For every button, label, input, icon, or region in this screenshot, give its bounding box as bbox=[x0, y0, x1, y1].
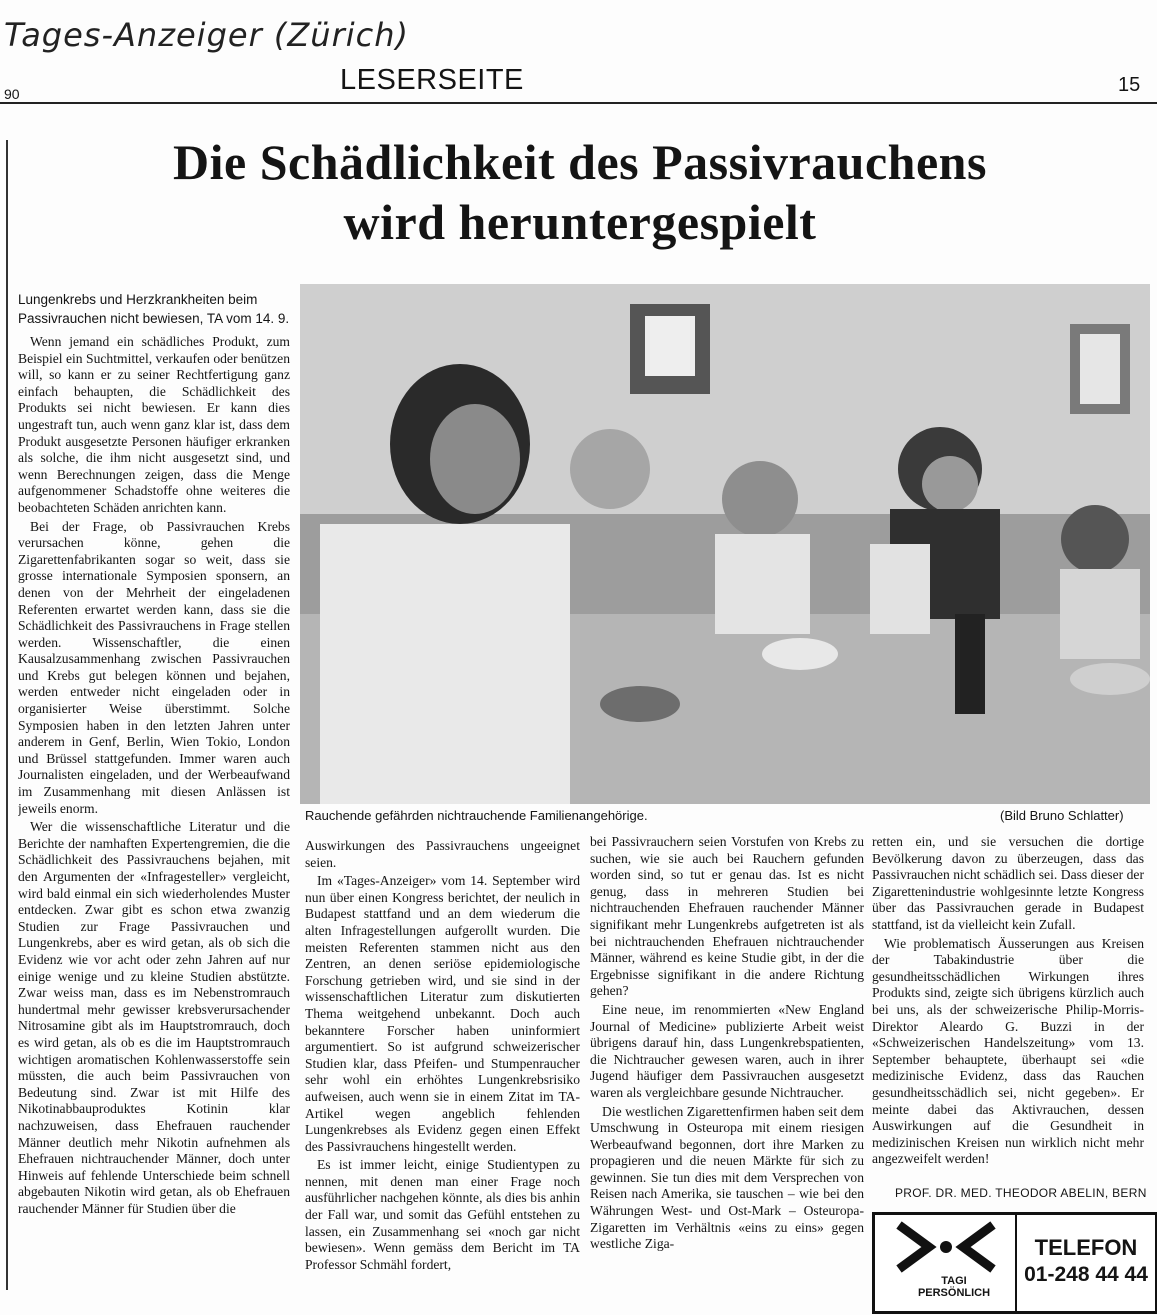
col1-paragraph: Wer die wissenschaftliche Literatur und die Berichte der namhaften Expertengremien, die die Schädlichkeit des Passivrauchens bejahen, mit den Argumenten der «Infragesteller» vergleicht, wird bald einmal ein sich wiederholendes Muster entdecken. Zwar gibt es schon etwa zwanzig Studien zur Frage Passivrauchen und Lungenkrebs, aber es wird getan, als ob sich die Evidenz wie vor acht oder zehn Jahren auf nur einige wenige und zu kleine Studien abstützte. Zwar weiss man, dass es im Nebenstromrauch hundertmal mehr gewisser krebsverursachender Nitrosamine gibt als im Hauptstromrauch, doch es wird getan, als ob es die im Hauptstromrauch wichtigen aromatischen Kohlenwasserstoffe sein müssten, die auch beim Passivrauchen von Bedeutung sind. Zwar ist mit Hilfe des Nikotinabbauproduktes Kotinin klar nachzuweisen, dass Ehefrauen rauchender Männer deutlich mehr Nikotin aufnehmen als Ehefrauen nichtrauchender Männer, doch unter Hinweis auf fehlende Unterschiede beim schnell abgebauten Nikotin wird getan, als ob Ehefrauen rauchender Männer für Studien über die bbox=[18, 819, 290, 1216]
photo-illustration bbox=[300, 284, 1150, 804]
col2-paragraph: Im «Tages-Anzeiger» vom 14. September wird nun über einen Kongress berichtet, der neulich in Budapest stattfand und an dem wiederum die alten Infragestellungen aufgerollt wurden. Die meisten Referenten stammen nicht aus den Zentren, an denen seriöse epidemiologische Forschung getrieben wird, und sie sind in der wissenschaftlichen Literatur zum diskutierten Thema weitgehend unbekannt. Doch auch bekanntere Forscher haben uninformiert argumentiert. So ist aufgrund schweizerischer Studien klar, dass Pfeifen- und Stumpenraucher sehr wohl ein erhöhtes Lungenkrebsrisiko aufweisen, auch wenn sie in einem Zitat im TA-Artikel wegen angeblich fehlenden Lungenkrebses als Evidenz gegen einen Effekt des Passivrauchens hingestellt werden. bbox=[305, 873, 580, 1154]
article-column-3 bbox=[590, 834, 864, 1310]
col4-paragraph: Wie problematisch Äusserungen aus Kreisen der Tabakindustrie über die gesundheitsschädlichen Wirkungen ihres Produkts sind, zeigte sich übrigens kürzlich auch bei uns, als der schweizerische Philip-Morris-Direktor Aleardo G. Buzzi in der «Schweizerischen Handelszeitung» vom 13. September behauptete, überhaupt sei «die medizinische Evidenz, dass das Rauchen gesundheitsschädlich sei, nicht gegeben». Er meinte dabei das Aktivrauchen, dessen Auswirkungen auf die Gesundheit in medizinischen Kreisen nun wirklich nicht mehr angezweifelt werden! bbox=[872, 935, 1144, 1167]
photo-credit: (Bild Bruno Schlatter) bbox=[1000, 808, 1124, 823]
col3-paragraph: Die westlichen Zigarettenfirmen haben seit dem Umschwung in Osteuropa mit einem riesigen Werbeaufwand begonnen, dort ihre Marken zu propagieren und die neuen Märkte für sich zu gewinnen. Sie tun dies mit dem Versprechen von Reisen nach Amerika, sie tauschen – wie bei den Währungen West- und Ost-Mark – Osteuropa-Zigaretten im Verhältnis «eins zu eins» gegen westliche Ziga- bbox=[590, 1103, 864, 1252]
tagi-phone-box bbox=[872, 1212, 1157, 1314]
article-column-2 bbox=[305, 838, 580, 1310]
article-photo bbox=[300, 284, 1150, 804]
col1-paragraph: Wenn jemand ein schädliches Produkt, zum Beispiel ein Suchtmittel, verkaufen oder benützen will, so kann er zu seiner Rechtfertigung ganz einfach behaupten, die Schädlichkeit des Produkts sei nicht bewiesen. Er kann dies ungestraft tun, auch wenn ganz klar ist, dass dem Produkt ausgesetzte Personen häufiger erkranken als solche, die ihm nicht ausgesetzt sind, und wenn Berechnungen zeigen, dass die Menge aufgenommener Schadstoffe ohne weiteres die beobachteten Schäden anrichten kann. bbox=[18, 334, 290, 515]
reference-line-1: Lungenkrebs und Herzkrankheiten beim bbox=[18, 292, 258, 307]
reference-line-2: Passivrauchen nicht bewiesen, TA vom 14. 9. bbox=[18, 311, 290, 326]
tagi-logo-line-1: TAGI bbox=[941, 1275, 967, 1287]
phone-number: 01-248 44 44 bbox=[1024, 1263, 1148, 1286]
header-rule bbox=[0, 102, 1157, 104]
tagi-arrows-icon bbox=[881, 1219, 1011, 1275]
article-column-4 bbox=[872, 834, 1144, 1180]
headline-line-2: wird heruntergespielt bbox=[343, 194, 817, 250]
tagi-logo bbox=[881, 1219, 1011, 1305]
col3-paragraph: bei Passivrauchern seien Vorstufen von Krebs zu suchen, wie sie auch bei Rauchern gefunden worden sind, so tut er genau das. Ist es nicht genug, dass in mehreren Studien bei nichtrauchenden Ehefrauen rauchender Männer signifikant mehr Lungenkrebs aufgetreten ist als bei nichtrauchenden Ehefrauen nichtrauchender Männer, während es keine Studie gibt, in der die Ergebnisse signifikant in die andere Richtung gehen? bbox=[590, 834, 864, 999]
tagi-logo-text bbox=[899, 1275, 1009, 1299]
reference-line bbox=[18, 290, 290, 328]
page-number-right: 15 bbox=[1118, 74, 1141, 96]
col4-paragraph: retten ein, und sie versuchen die dortige Bevölkerung davon zu überzeugen, dass das Passivrauchen nicht schädlich sei. Dass dieser der Zigarettenindustrie wohlgesinnte letzte Kongress über das Passivrauchen gerade in Budapest stattfand, ist da vielleicht kein Zufall. bbox=[872, 834, 1144, 932]
box-divider bbox=[1015, 1215, 1017, 1311]
col2-paragraph: Es ist immer leicht, einige Studientypen zu nennen, mit denen man einer Frage noch ausführlicher nachgehen könnte, als dies bis anhin der Fall war, und somit das Gefühl entstehen zu lassen, ein Zusammenhang sei «noch gar nicht bewiesen». Wenn gemäss dem Bericht im TA Professor Schmähl fordert, bbox=[305, 1157, 580, 1272]
photo-caption: Rauchende gefährden nichtrauchende Familienangehörige. bbox=[305, 808, 648, 823]
author-signature: PROF. DR. MED. THEODOR ABELIN, BERN bbox=[895, 1186, 1147, 1200]
col1-paragraph: Bei der Frage, ob Passivrauchen Krebs verursachen könne, gehen die Zigarettenfabrikanten sogar so weit, dass sie grosse internationale Symposien sponsern, an denen von der Mehrheit der eingeladenen Referenten erwartet werden kann, dass sie die Schädlichkeit des Passivrauchens in Frage stellen werden. Wissenschaftler, die einen Kausalzusammenhang zwischen Passivrauchen und Krebs gut belegen können und bejahen, werden entweder nicht eingeladen oder in organisierter Weise überstimmt. Solche Symposien haben in den letzten Jahren unter anderem in Genf, Berlin, Wien Tokio, London und Brüssel stattgefunden. Immer waren auch Journalisten eingeladen, und der Werbeaufwand im Zusammenhang mit diesen Anlässen ist jeweils enorm. bbox=[18, 518, 290, 816]
headline bbox=[20, 132, 1140, 252]
handwritten-source-note: Tages-Anzeiger (Zürich) bbox=[4, 16, 409, 54]
article-column-1 bbox=[18, 334, 290, 1309]
tagi-logo-line-2: PERSÖNLICH bbox=[917, 1287, 991, 1299]
col3-paragraph: Eine neue, im renommierten «New England Journal of Medicine» publizierte Arbeit weist übrigens darauf hin, dass Lungenkrebspatienten, die Nichtraucher gewesen waren, auch in ihrer Jugend häufiger dem Passivrauchen ausgesetzt waren als vergleichbare gesunde Nichtraucher. bbox=[590, 1001, 864, 1100]
margin-bar bbox=[6, 140, 8, 1290]
col2-paragraph: Auswirkungen des Passivrauchens ungeeignet seien. bbox=[305, 838, 580, 870]
page-number-left: 90 bbox=[4, 86, 20, 102]
headline-line-1: Die Schädlichkeit des Passivrauchens bbox=[173, 134, 987, 190]
phone-label: TELEFON bbox=[1034, 1235, 1138, 1260]
section-title: LESERSEITE bbox=[340, 64, 524, 96]
